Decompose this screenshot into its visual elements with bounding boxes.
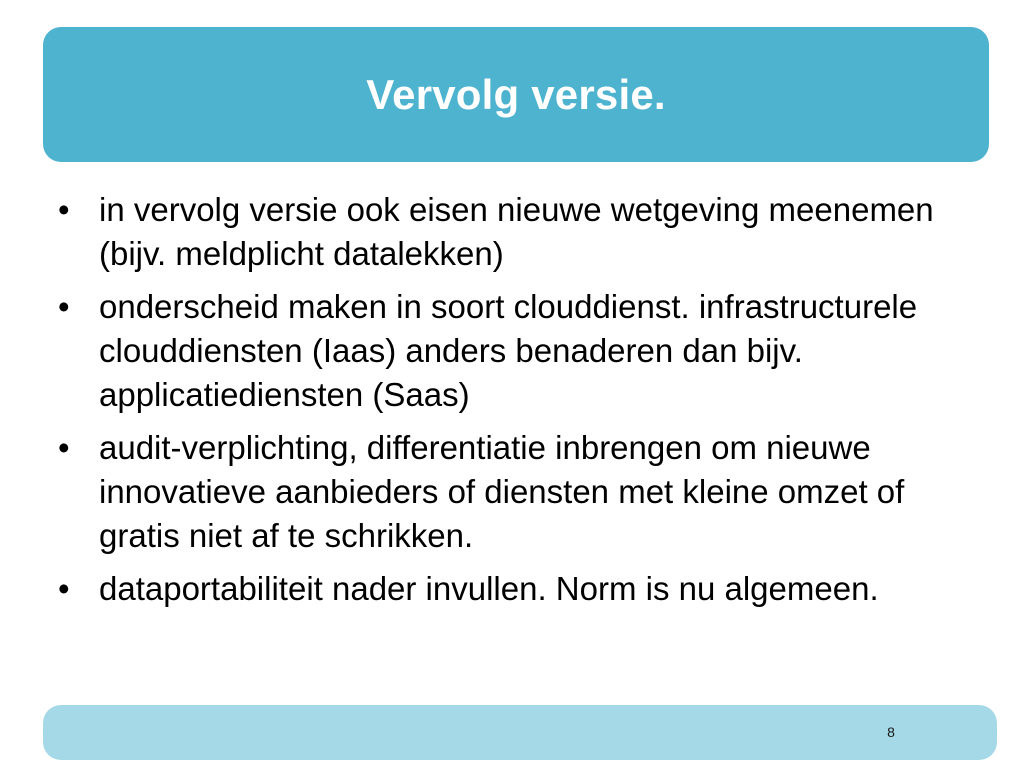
bullet-text: in vervolg versie ook eisen nieuwe wetgeving meenemen (bijv. meldplicht datalekken) [99,191,934,272]
bullet-item [58,188,958,276]
bullet-icon: • [58,288,70,325]
bullet-item [58,567,958,611]
slide-title: Vervolg versie. [366,70,666,118]
bullet-icon: • [58,570,70,607]
bullet-item [58,285,958,417]
bullet-text: onderscheid maken in soort clouddienst. infrastructurele clouddiensten (Iaas) anders benaderen dan bijv. applicatiediensten (Saas) [99,288,918,413]
title-bar [43,27,989,162]
footer-bar [43,705,997,760]
bullet-item [58,426,958,558]
bullet-text: dataportabiliteit nader invullen. Norm is nu algemeen. [99,570,879,607]
bullet-icon: • [58,191,70,228]
bullet-list [58,188,958,620]
bullet-text: audit-verplichting, differentiatie inbrengen om nieuwe innovatieve aanbieders of diensten met kleine omzet of gratis niet af te schrikken. [99,429,905,554]
bullet-icon: • [58,429,70,466]
page-number: 8 [887,724,895,740]
